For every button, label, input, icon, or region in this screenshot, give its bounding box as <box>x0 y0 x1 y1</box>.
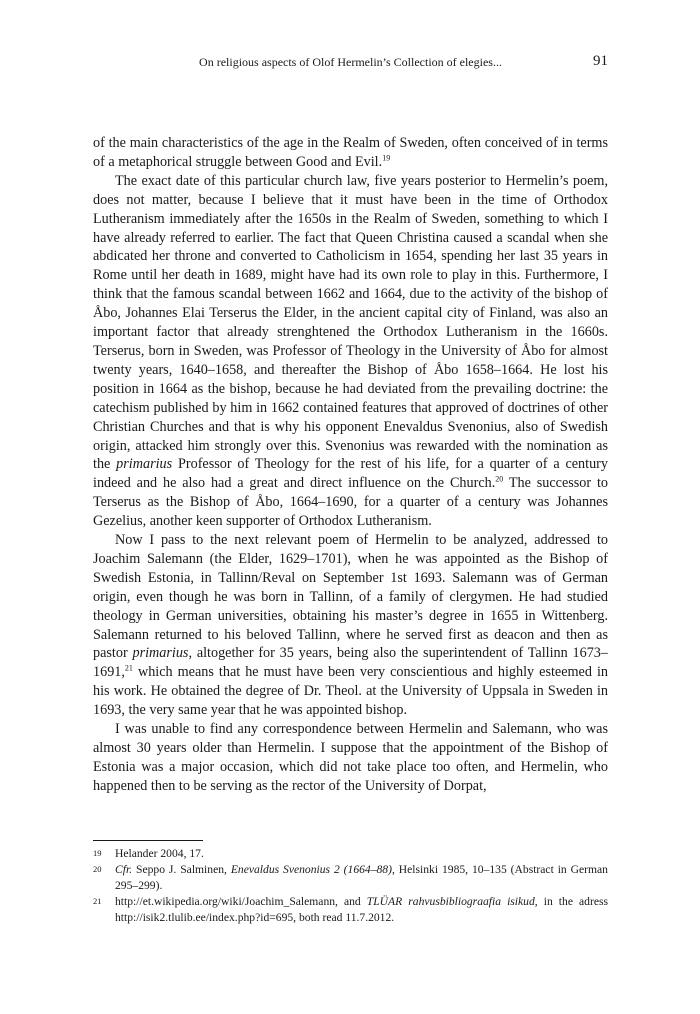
footnote-text <box>115 894 608 926</box>
text-run: Seppo J. Salminen, <box>132 863 231 876</box>
italic-text: Enevaldus Svenonius 2 (1664–88) <box>230 863 392 876</box>
footnote-number: 21 <box>93 896 102 906</box>
paragraph <box>93 531 608 720</box>
text-run: of the main characteristics of the age in the Realm of Sweden, often conceived of in terms of a metaphorical struggle between Good and Evil. <box>93 135 608 170</box>
text-run: Professor of Theology for the rest of his life, for a quarter of a century indeed and he also had a great and direct influence on the Church. <box>93 456 608 492</box>
text-run: Helander 2004, 17. <box>115 847 204 860</box>
text-run: The exact date of this particular church law, five years posterior to Hermelin’s poem, does not matter, because I believe that it must have been in the time of Orthodox Lutheranism immediately after the 1650s in the Realm of Sweden, something to which I have already referred to earlier. The fact that Queen Christina caused a scandal when she abdicated her throne and converted to Catholicism in 1654, spending her last 35 years in Rome until her death in 1689, might have had its own role to play in this. Furthermore, I think that the famous scandal between 1662 and 1664, due to the activity of the bishop of Åbo, Johannes Elai Terserus the Elder, in the ancient capital city of Finland, was also an important factor that already strenghtened the Orthodox Lutheranism in the 1660s. Terserus, born in Sweden, was Professor of Theology in the University of Åbo for almost twenty years, 1640–1658, and thereafter the Bishop of Åbo 1658–1664. He lost his position in 1664 as the bishop, because he had deviated from the prevailing doctrine: the catechism published by him in 1662 contained features that approved of doctrines of other Christian Churches and that is why his opponent Enevaldus Svenonius, also of Swedish origin, attacked him strongly over this. Svenonius was rewarded with the nomination as the <box>93 172 608 473</box>
paragraph <box>93 172 608 531</box>
text-run: which means that he must have been very conscientious and highly esteemed in his work. He obtained the degree of Dr. Theol. at the University of Uppsala in Sweden in 1693, the very same year that he was appointed bishop. <box>93 664 608 719</box>
text-run: Now I pass to the next relevant poem of Hermelin to be analyzed, addressed to Joachim Salemann (the Elder, 1629–1701), when he was appointed as the Bishop of Swedish Estonia, in Tallinn/Reval on September 1st 1693. Salemann was of German origin, even though he was born in Tallinn, of a family of clergymen. He had studied theology in German universities, obtaining his master’s degree in 1655 in Wittenberg. Salemann returned to his beloved Tallinn, where he served first as deacon and then as pastor <box>93 532 608 662</box>
text-run: I was unable to find any correspondence between Hermelin and Salemann, who was almost 30 years older than Hermelin. I suppose that the appointment of the Bishop of Estonia was a major occasion, which did not take place too often, and Hermelin, who happened then to be serving as the rector of the University of Dorpat, <box>93 721 608 794</box>
footnote <box>93 894 608 926</box>
italic-text: primarius <box>132 645 189 662</box>
text-run: , in the adress http://isik2.tlulib.ee/index.php?id=695, both read 11.7.2012. <box>115 895 608 924</box>
footnote <box>93 862 608 894</box>
paragraph <box>93 720 608 796</box>
italic-text: Cfr. <box>115 863 133 876</box>
footnote-ref: 21 <box>124 663 133 673</box>
footnotes <box>93 846 608 926</box>
running-header <box>93 53 608 73</box>
text-run: http://et.wikipedia.org/wiki/Joachim_Salemann, and <box>115 895 367 908</box>
footnote-number: 20 <box>93 864 102 874</box>
footnote-text <box>115 862 608 894</box>
footnote-divider <box>93 840 203 841</box>
footnote-text <box>115 846 608 862</box>
main-text <box>93 134 608 796</box>
italic-text: primarius <box>116 456 173 473</box>
footnote <box>93 846 608 862</box>
text-run: , Helsinki 1985, 10–135 (Abstract in German 295–299). <box>115 863 608 892</box>
footnote-ref: 19 <box>382 153 391 163</box>
text-run: The successor to Terserus as the Bishop of Åbo, 1664–1690, for a quarter of a century was Johannes Gezelius, another keen supporter of Orthodox Lutheranism. <box>93 475 609 530</box>
footnote-number: 19 <box>93 848 102 858</box>
italic-text: TLÜAR rahvusbibliograafia isikud <box>366 895 535 908</box>
running-title: On religious aspects of Olof Hermelin’s Collection of elegies... <box>199 55 502 69</box>
footnote-ref: 20 <box>495 474 504 484</box>
paragraph <box>93 134 608 172</box>
text-run: , altogether for 35 years, being also the superintendent of Tallinn 1673–1691, <box>93 645 608 681</box>
page-number: 91 <box>593 53 608 69</box>
